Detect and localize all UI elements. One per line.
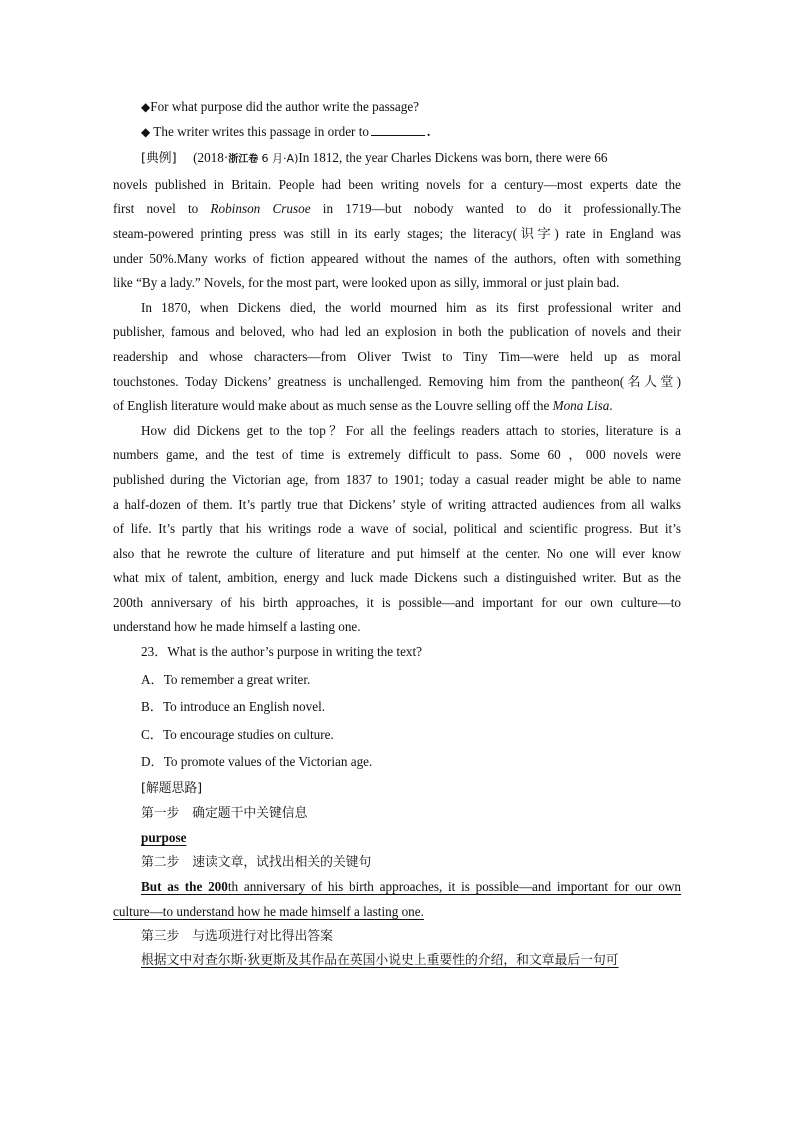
question-end: . (427, 123, 431, 139)
option-a: A．To remember a great writer. (141, 671, 311, 687)
passage-line: published during the Victorian age, from 1837 to 1901; today a casual reader might be able to name (113, 471, 681, 487)
analysis-title: [解题思路] (141, 781, 203, 797)
question-line-2 (113, 120, 681, 145)
question-line-1 (113, 95, 681, 120)
key-sentence-line (113, 875, 681, 900)
key-sentence-line: culture—to understand how he made himself a lasting one. (113, 904, 424, 919)
diamond-bullet-icon: ◆ (141, 124, 151, 139)
source-year: (2018· (193, 150, 229, 166)
passage-line: touchstones. Today Dickens’ greatness is unchallenged. Removing him from the pantheon(名人堂) (113, 373, 681, 389)
source-name: 浙江卷 (228, 154, 259, 166)
passage-line: steam-powered printing press was still in its early stages; the literacy(识字) rate in England was (113, 225, 681, 241)
passage-line (113, 197, 681, 222)
book-title: Robinson Crusoe (210, 201, 311, 217)
passage-line: 200th anniversary of his birth approaches, it is possible—and important for our own culture—to (113, 594, 681, 610)
passage-line: How did Dickens get to the top？For all the feelings readers attach to stories, literature is a (141, 422, 681, 438)
passage-text: first novel to (113, 201, 199, 217)
passage-line: a half-dozen of them. It’s partly true that Dickens’ style of writing attracted audiences from all walks (113, 496, 681, 512)
passage-line: of life. It’s partly that his writings rode a wave of social, political and scientific progress. But it’s (113, 521, 681, 537)
passage-text: In 1812, the year Charles Dickens was born, there were 66 (298, 150, 608, 166)
passage-line: also that he rewrote the culture of literature and put himself at the center. No one will ever know (113, 545, 681, 561)
option-c: C．To encourage studies on culture. (141, 726, 334, 742)
passage-line: In 1870, when Dickens died, the world mourned him as its first professional writer and (141, 299, 681, 315)
fill-in-blank (371, 123, 425, 136)
key-sentence-bold: But as the 200 (141, 879, 228, 895)
example-tag: [典例] (141, 151, 177, 167)
option-d: D．To promote values of the Victorian age. (141, 754, 373, 770)
step-3-explanation: 根据文中对查尔斯·狄更斯及其作品在英国小说史上重要性的介绍，和文章最后一句可 (141, 953, 619, 969)
passage-line (113, 394, 681, 419)
key-sentence-text: th anniversary of his birth approaches, it is possible—and important for our own (227, 879, 681, 895)
passage-text: in 1719—but nobody wanted to do it professionally.The (322, 201, 681, 217)
analysis-step-3: 第三步 与选项进行对比得出答案 (141, 928, 333, 944)
passage-line: numbers game, and the test of time is extremely difficult to pass. Some 60 ，000 novels were (113, 447, 681, 463)
question-text: For what purpose did the author write the passage? (150, 99, 420, 114)
analysis-step-2: 第二步 速读文章，试找出相关的关键句 (141, 854, 372, 870)
passage-line: what mix of talent, ambition, energy and luck made Dickens such a distinguished writer. But as the (113, 570, 681, 586)
passage-line: like “By a lady.” Novels, for the most part, were looked upon as silly, immoral or just plain bad. (113, 275, 620, 291)
analysis-step-1: 第一步 确定题干中关键信息 (141, 805, 308, 821)
passage-line: readership and whose characters—from Oliver Twist to Tiny Tim—were held up as moral (113, 348, 681, 364)
passage-line: novels published in Britain. People had been writing novels for a century—most experts date the (113, 176, 681, 192)
passage-line: under 50%.Many works of fiction appeared without the names of the authors, often with something (113, 250, 681, 266)
question-text: The writer writes this passage in order to (153, 123, 369, 139)
passage-line: publisher, famous and beloved, who had led an explosion in both the publication of novels and their (113, 324, 681, 340)
source-month: 6 月·A) (261, 152, 299, 166)
passage-text: of English literature would make about as much sense as the Louvre selling off the (113, 398, 550, 414)
option-b: B．To introduce an English novel. (141, 699, 326, 715)
artwork-title: Mona Lisa (552, 398, 610, 414)
diamond-bullet-icon: ◆ (141, 100, 151, 114)
document-content (113, 95, 681, 974)
step-1-answer: purpose (141, 830, 187, 846)
question-stem: 23．What is the author’s purpose in writing the text? (141, 644, 423, 660)
passage-text: . (609, 398, 613, 414)
passage-line (113, 146, 681, 173)
passage-line: understand how he made himself a lasting one. (113, 619, 361, 635)
